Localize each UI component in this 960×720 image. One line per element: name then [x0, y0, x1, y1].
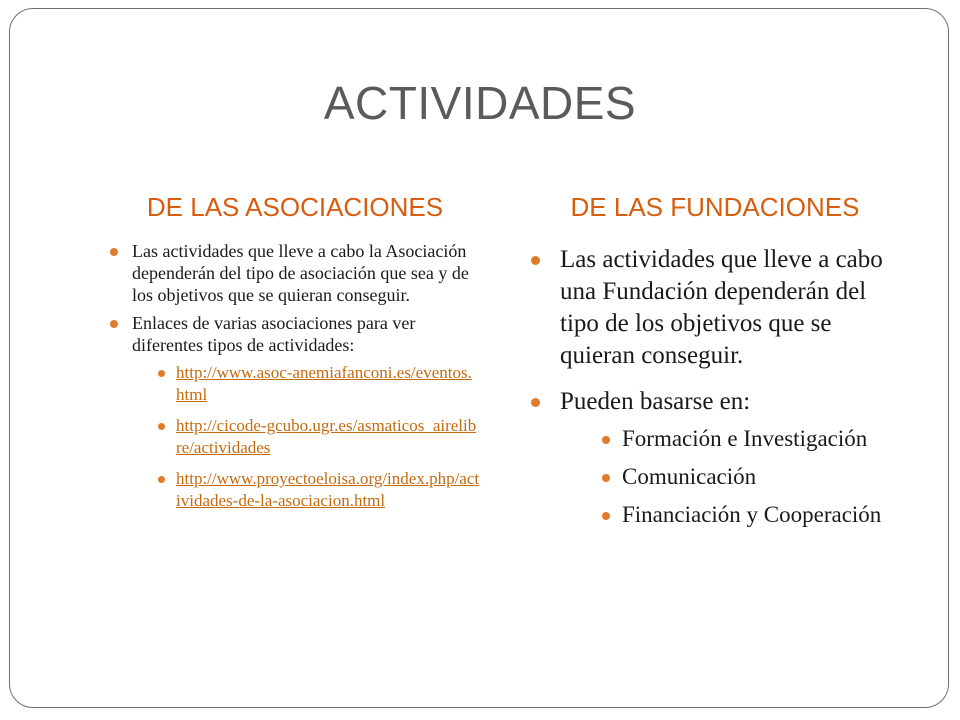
column-fundaciones [528, 244, 898, 544]
sub-item-comunicacion: Comunicación [592, 462, 898, 492]
bullet-actividades-fundacion: Las actividades que lleve a cabo una Fundación dependerán del tipo de los objetivos que se quieran conseguir. [528, 244, 898, 372]
bullet-basarse: Pueden basarse en: Formación e Investigación Comunicación Financiación y Cooperación [528, 386, 898, 530]
heading-fundaciones: DE LAS FUNDACIONES [570, 192, 860, 222]
slide-title: ACTIVIDADES [323, 77, 637, 129]
link-anemiafanconi[interactable]: http://www.asoc-anemiafanconi.es/eventos.html [176, 363, 472, 404]
sub-item-financiacion: Financiación y Cooperación [592, 500, 898, 530]
bullet-actividades-asociacion: Las actividades que lleve a cabo la Asociación dependerán del tipo de asociación que sea y de los objetivos que se quieran conseguir. [108, 240, 480, 306]
sub-item-formacion: Formación e Investigación [592, 424, 898, 454]
bullet-enlaces: Enlaces de varias asociaciones para ver diferentes tipos de actividades: http://www.asoc-anemiafanconi.es/eventos.html http://cicode-gcubo.ugr.es/asmaticos_airelibre/actividades http://www.proyectoeloisa.org/index.php/actividades-de-la-asociacion.html [108, 312, 480, 512]
column-asociaciones [108, 240, 480, 521]
link-cicode-gcubo[interactable]: http://cicode-gcubo.ugr.es/asmaticos_airelibre/actividades [176, 416, 477, 457]
link-proyectoeloisa[interactable]: http://www.proyectoeloisa.org/index.php/actividades-de-la-asociacion.html [176, 469, 480, 510]
link-item [146, 468, 480, 512]
link-item [146, 415, 480, 459]
heading-asociaciones: DE LAS ASOCIACIONES [146, 192, 444, 222]
link-item [146, 362, 480, 406]
